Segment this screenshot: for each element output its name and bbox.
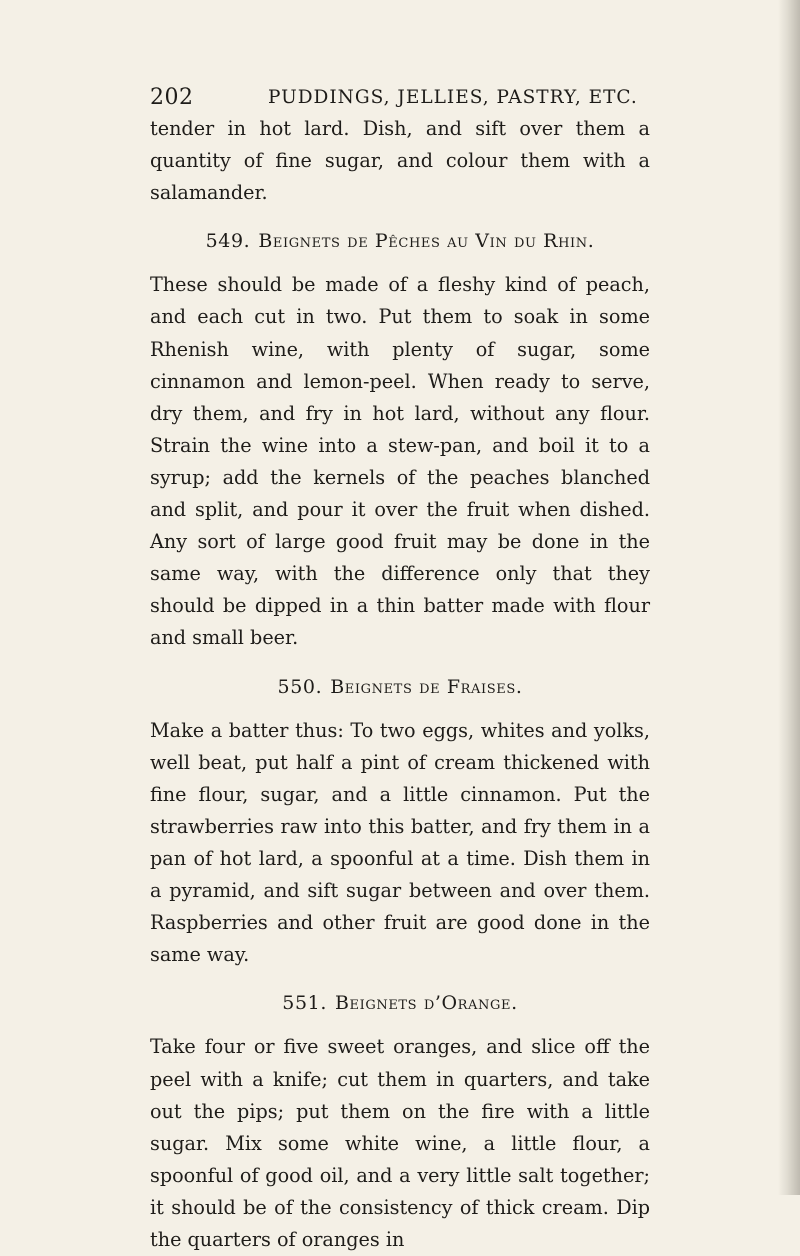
- page-number: 202: [150, 85, 194, 110]
- running-head: PUDDINGS, JELLIES, PASTRY, ETC.: [268, 87, 638, 108]
- recipe-paragraph-551: Take four or five sweet oranges, and slice off the peel with a knife; cut them in quarters, and take out the pips; put them on the fire with a little sugar. Mix some white wine, a little flour, a spoonful of good oil, and a very little salt together; it should be of the consistency of thick cream. Dip the quarters of oranges in: [150, 1035, 650, 1251]
- recipe-paragraph-549: These should be made of a fleshy kind of peach, and each cut in two. Put them to soak in some Rhenish wine, with plenty of sugar, some cinnamon and lemon-peel. When ready to serve, dry them, and fry in hot lard, without any flour. Strain the wine into a stew-pan, and boil it to a syrup; add the kernels of the peaches blanched and split, and pour it over the fruit when dished. Any sort of large good fruit may be done in the same way, with the difference only that they should be dipped in a thin batter made with flour and small beer.: [150, 273, 650, 650]
- book-page: [150, 0, 762, 1251]
- recipe-title: Beignets de Pêches au Vin du Rhin.: [258, 230, 595, 253]
- recipe-number: 551.: [282, 992, 327, 1015]
- recipe-number: 549.: [205, 230, 251, 253]
- recipe-heading-551: [150, 987, 650, 1019]
- recipe-heading-550: [150, 671, 650, 703]
- page-edge-shadow: [778, 0, 800, 1195]
- recipe-title: Beignets d’Orange.: [334, 992, 518, 1015]
- recipe-title: Beignets de Fraises.: [330, 675, 523, 698]
- recipe-paragraph-550: Make a batter thus: To two eggs, whites and yolks, well beat, put half a pint of cream thickened with fine flour, sugar, and a little cinnamon. Put the strawberries raw into this batter, and fry them in a pan of hot lard, a spoonful at a time. Dish them in a pyramid, and sift sugar between and over them. Raspberries and other fruit are good done in the same way.: [150, 718, 650, 967]
- page-body: [150, 113, 650, 1256]
- intro-paragraph: tender in hot lard. Dish, and sift over them a quantity of fine sugar, and colour them with a salamander.: [150, 117, 650, 205]
- recipe-number: 550.: [277, 675, 323, 698]
- recipe-heading-549: [150, 225, 650, 257]
- page-header: [150, 85, 762, 115]
